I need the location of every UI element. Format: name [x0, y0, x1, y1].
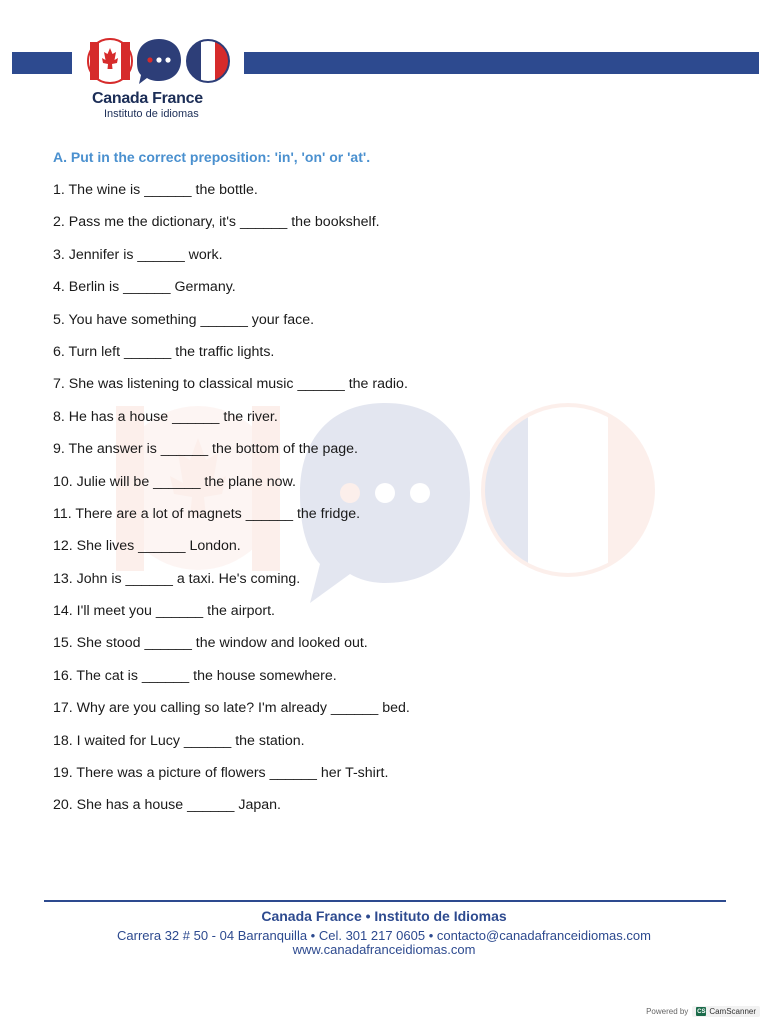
exercise-item: 4. Berlin is ______ Germany.: [53, 279, 236, 296]
brand-subtitle: Instituto de idiomas: [104, 108, 199, 120]
camscanner-label: CamScanner: [709, 1007, 756, 1016]
footer-website[interactable]: www.canadafranceidiomas.com: [292, 942, 476, 957]
footer-address: Carrera 32 # 50 - 04 Barranquilla • Cel. 301 217 0605 • contacto@canadafranceidiomas.com: [117, 928, 651, 943]
exercise-item: 13. John is ______ a taxi. He's coming.: [53, 570, 301, 587]
exercise-item: 14. I'll meet you ______ the airport.: [53, 603, 275, 620]
exercise-item: 1. The wine is ______ the bottle.: [53, 182, 258, 198]
exercise-item: 3. Jennifer is ______ work.: [53, 246, 223, 263]
camscanner-icon: CS: [697, 1008, 706, 1015]
header-bar-left: [12, 52, 72, 74]
brand-name: Canada France: [92, 90, 203, 107]
exercise-item: 6. Turn left ______ the traffic lights.: [53, 343, 275, 360]
header-bar-right: [244, 52, 759, 74]
exercise-item: 18. I waited for Lucy ______ the station.: [53, 732, 305, 749]
camscanner-watermark: [646, 1006, 760, 1017]
exercise-item: 8. He has a house ______ the river.: [53, 408, 278, 425]
exercise-item: 16. The cat is ______ the house somewhere.: [53, 667, 337, 684]
exercise-heading: A. Put in the correct preposition: 'in', 'on' or 'at'.: [53, 149, 371, 165]
exercise-item: 10. Julie will be ______ the plane now.: [53, 473, 296, 490]
camscanner-badge: [692, 1006, 760, 1017]
footer-divider: [44, 900, 726, 902]
exercise-item: 15. She stood ______ the window and looked out.: [53, 635, 368, 652]
exercise-list: [53, 178, 410, 826]
canada-france-logo: [86, 36, 232, 88]
exercise-item: 12. She lives ______ London.: [53, 538, 241, 555]
exercise-item: 20. She has a house ______ Japan.: [53, 797, 281, 814]
exercise-item: 17. Why are you calling so late? I'm already ______ bed.: [53, 700, 410, 717]
exercise-item: 19. There was a picture of flowers ______ her T-shirt.: [53, 765, 389, 782]
exercise-item: 7. She was listening to classical music ______ the radio.: [53, 376, 408, 393]
exercise-item: 2. Pass me the dictionary, it's ______ the bookshelf.: [53, 214, 380, 231]
exercise-item: 11. There are a lot of magnets ______ the fridge.: [53, 505, 361, 522]
powered-by-label: Powered by: [646, 1007, 689, 1016]
footer-title: Canada France • Instituto de Idiomas: [261, 908, 507, 924]
exercise-item: 9. The answer is ______ the bottom of the page.: [53, 441, 358, 458]
exercise-item: 5. You have something ______ your face.: [53, 311, 315, 328]
